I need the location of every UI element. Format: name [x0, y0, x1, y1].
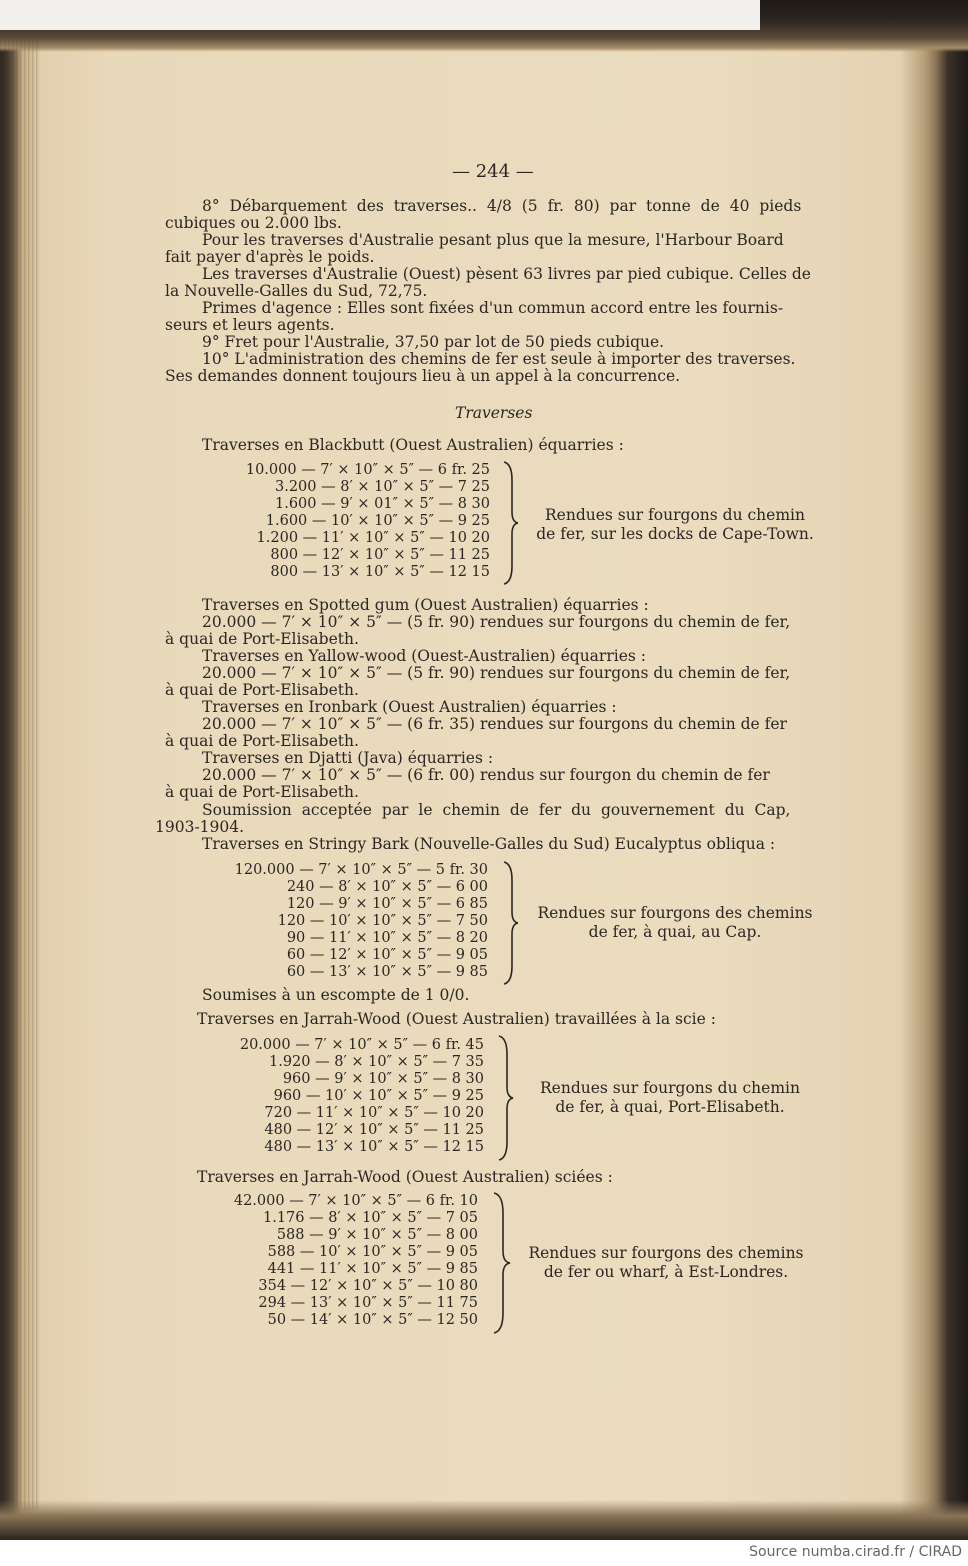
table-row: 60 — 13′ × 10″ × 5″ — 9 85 — [286, 964, 488, 980]
note-line: Rendues sur fourgons du chemin — [545, 506, 805, 524]
book-bottom-edge — [0, 1500, 968, 1540]
table-row: 50 — 14′ × 10″ × 5″ — 12 50 — [267, 1312, 478, 1328]
note-line: de fer, à quai, au Cap. — [588, 923, 762, 941]
paragraph-line: Primes d'agence : Elles sont fixées d'un commun accord entre les fournis- — [202, 299, 784, 317]
text-line: 20.000 — 7′ × 10″ × 5″ — (6 fr. 00) rendus sur fourgon du chemin de fer — [202, 766, 770, 784]
text-line: 20.000 — 7′ × 10″ × 5″ — (5 fr. 90) rendues sur fourgons du chemin de fer, — [202, 664, 791, 682]
text-line: Soumission acceptée par le chemin de fer du gouvernement du Cap, — [202, 801, 791, 819]
table-row: 588 — 10′ × 10″ × 5″ — 9 05 — [267, 1244, 478, 1260]
text-line: 20.000 — 7′ × 10″ × 5″ — (6 fr. 35) rendues sur fourgons du chemin de fer — [202, 715, 787, 733]
paragraph-line: Pour les traverses d'Australie pesant plus que la mesure, l'Harbour Board — [202, 231, 784, 249]
table-row: 240 — 8′ × 10″ × 5″ — 6 00 — [286, 879, 488, 895]
table-row: 10.000 — 7′ × 10″ × 5″ — 6 fr. 25 — [245, 462, 490, 478]
table-row: 1.600 — 9′ × 01″ × 5″ — 8 30 — [275, 496, 490, 512]
paragraph-line: fait payer d'après le poids. — [165, 248, 375, 266]
block-heading: Traverses en Jarrah-Wood (Ouest Australien) sciées : — [197, 1168, 613, 1186]
block-heading: Traverses en Jarrah-Wood (Ouest Australien) travaillées à la scie : — [197, 1010, 716, 1028]
paragraph-line: 9° Fret pour l'Australie, 37,50 par lot de 50 pieds cubique. — [202, 333, 665, 351]
table-row: 1.920 — 8′ × 10″ × 5″ — 7 35 — [269, 1054, 484, 1070]
paragraph-line: 10° L'administration des chemins de fer est seule à importer des traverses. — [202, 350, 796, 368]
note-line: Rendues sur fourgons du chemin — [540, 1079, 800, 1097]
note-line: de fer, à quai, Port-Elisabeth. — [555, 1098, 785, 1116]
table-row: 60 — 12′ × 10″ × 5″ — 9 05 — [286, 947, 488, 963]
source-credit: Source numba.cirad.fr / CIRAD — [749, 1544, 962, 1560]
table-row: 480 — 12′ × 10″ × 5″ — 11 25 — [264, 1122, 484, 1138]
table-row: 120 — 9′ × 10″ × 5″ — 6 85 — [286, 896, 488, 912]
delivery-note — [520, 1079, 820, 1117]
note-line: Rendues sur fourgons des chemins — [537, 904, 813, 922]
brace-icon — [500, 460, 520, 586]
table-row: 120.000 — 7′ × 10″ × 5″ — 5 fr. 30 — [234, 862, 488, 878]
table-row: 720 — 11′ × 10″ × 5″ — 10 20 — [264, 1105, 484, 1121]
table-row: 354 — 12′ × 10″ × 5″ — 10 80 — [258, 1278, 478, 1294]
paragraph-line: Les traverses d'Australie (Ouest) pèsent 63 livres par pied cubique. Celles de — [202, 265, 811, 283]
table-row: 42.000 — 7′ × 10″ × 5″ — 6 fr. 10 — [233, 1193, 478, 1209]
note-line: de fer, sur les docks de Cape-Town. — [536, 525, 814, 543]
text-line: Traverses en Djatti (Java) équarries : — [202, 749, 494, 767]
block-heading: Traverses en Stringy Bark (Nouvelle-Galles du Sud) Eucalyptus obliqua : — [202, 835, 776, 853]
scan-margin-top — [0, 0, 760, 30]
table-row: 1.600 — 10′ × 10″ × 5″ — 9 25 — [265, 513, 490, 529]
table-row: 960 — 9′ × 10″ × 5″ — 8 30 — [282, 1071, 484, 1087]
section-title: Traverses — [455, 404, 533, 422]
delivery-note — [516, 1244, 816, 1282]
text-line: à quai de Port-Elisabeth. — [165, 783, 359, 801]
table-row: 480 — 13′ × 10″ × 5″ — 12 15 — [264, 1139, 484, 1155]
note-line: de fer ou wharf, à Est-Londres. — [543, 1263, 789, 1281]
text-line: à quai de Port-Elisabeth. — [165, 630, 359, 648]
paragraph-line: la Nouvelle-Galles du Sud, 72,75. — [165, 282, 428, 300]
text-line: Traverses en Yallow-wood (Ouest-Australien) équarries : — [202, 647, 646, 665]
table-row: 90 — 11′ × 10″ × 5″ — 8 20 — [286, 930, 488, 946]
block-heading: Traverses en Blackbutt (Ouest Australien) équarries : — [202, 436, 624, 454]
brace-icon — [500, 860, 520, 986]
paragraph-line: seurs et leurs agents. — [165, 316, 335, 334]
text-line: Traverses en Spotted gum (Ouest Australien) équarries : — [202, 596, 649, 614]
table-row: 1.200 — 11′ × 10″ × 5″ — 10 20 — [256, 530, 490, 546]
page-stack-edge — [0, 40, 40, 1510]
paragraph-line: Ses demandes donnent toujours lieu à un appel à la concurrence. — [165, 367, 681, 385]
table-row: 20.000 — 7′ × 10″ × 5″ — 6 fr. 45 — [239, 1037, 484, 1053]
table-row: 441 — 11′ × 10″ × 5″ — 9 85 — [267, 1261, 478, 1277]
table-row: 960 — 10′ × 10″ × 5″ — 9 25 — [273, 1088, 484, 1104]
text-line: Traverses en Ironbark (Ouest Australien) équarries : — [202, 698, 617, 716]
table-row: 3.200 — 8′ × 10″ × 5″ — 7 25 — [275, 479, 490, 495]
delivery-note — [525, 904, 825, 942]
table-row: 588 — 9′ × 10″ × 5″ — 8 00 — [276, 1227, 478, 1243]
text-line: 1903-1904. — [155, 818, 245, 836]
table-row: 294 — 13′ × 10″ × 5″ — 11 75 — [258, 1295, 478, 1311]
text-line: Soumises à un escompte de 1 0/0. — [202, 986, 470, 1004]
note-line: Rendues sur fourgons des chemins — [528, 1244, 804, 1262]
text-line: à quai de Port-Elisabeth. — [165, 732, 359, 750]
page-number: — 244 — — [452, 161, 534, 182]
text-line: 20.000 — 7′ × 10″ × 5″ — (5 fr. 90) rendues sur fourgons du chemin de fer, — [202, 613, 791, 631]
brace-icon — [490, 1191, 512, 1335]
paragraph-line: cubiques ou 2.000 lbs. — [165, 214, 342, 232]
delivery-note — [525, 506, 825, 544]
text-line: à quai de Port-Elisabeth. — [165, 681, 359, 699]
table-row: 1.176 — 8′ × 10″ × 5″ — 7 05 — [263, 1210, 478, 1226]
table-row: 120 — 10′ × 10″ × 5″ — 7 50 — [277, 913, 488, 929]
table-row: 800 — 13′ × 10″ × 5″ — 12 15 — [270, 564, 490, 580]
brace-icon — [495, 1034, 515, 1162]
table-row: 800 — 12′ × 10″ × 5″ — 11 25 — [270, 547, 490, 563]
paragraph-line: 8° Débarquement des traverses.. 4/8 (5 fr. 80) par tonne de 40 pieds — [202, 197, 802, 215]
